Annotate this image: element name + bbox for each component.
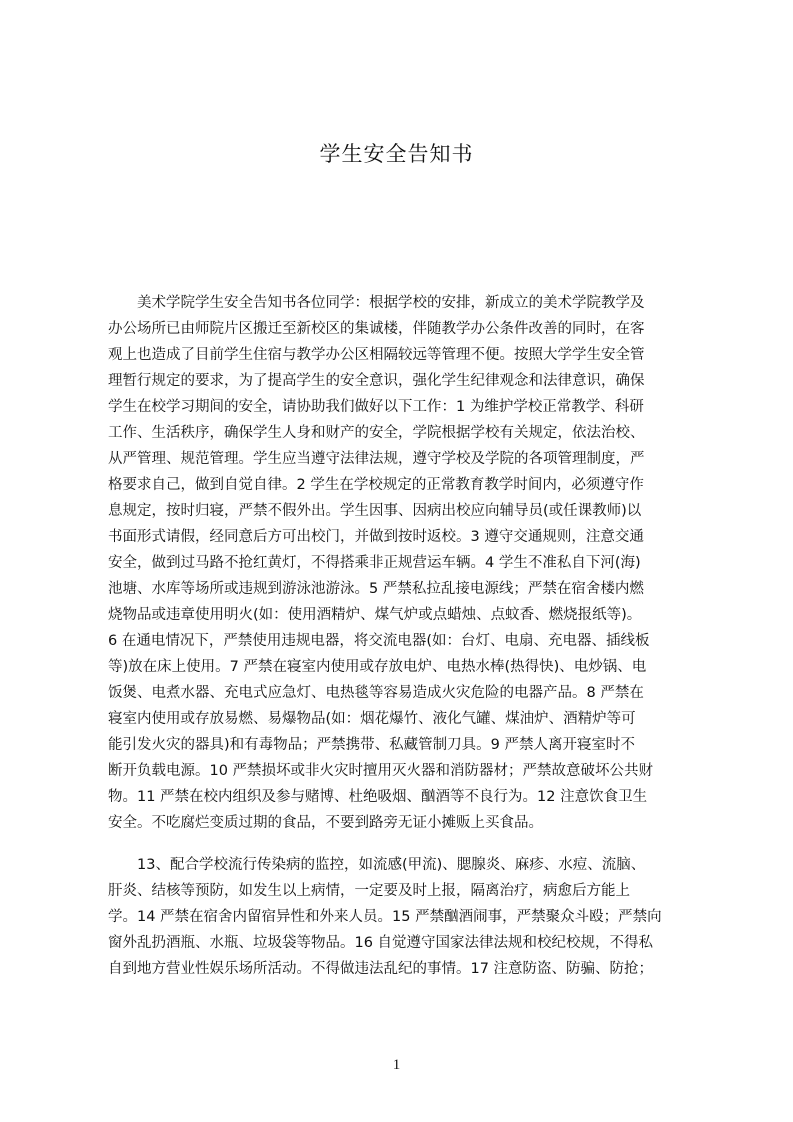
text-line: 等)放在床上使用。7 严禁在寝室内使用或存放电炉、电热水棒(热得快)、电炒锅、电 [108, 659, 647, 675]
text-line: 池塘、水库等场所或违规到游泳池游泳。5 严禁私拉乱接电源线；严禁在宿舍楼内燃 [108, 581, 644, 597]
text-line: 从严管理、规范管理。学生应当遵守法律法规，遵守学校及学院的各项管理制度，严 [108, 451, 645, 467]
text-line: 能引发火灾的器具)和有毒物品；严禁携带、私藏管制刀具。9 严禁人离开寝室时不 [108, 737, 635, 753]
text-line: 肝炎、结核等预防，如发生以上病情，一定要及时上报，隔离治疗，病愈后方能上 [108, 883, 630, 899]
text-line: 窗外乱扔酒瓶、水瓶、垃圾袋等物品。16 自觉遵守国家法律法规和校纪校规，不得私 [108, 935, 654, 951]
paragraph-1 [108, 290, 698, 836]
text-line: 美术学院学生安全告知书各位同学：根据学校的安排，新成立的美术学院教学及 [137, 295, 645, 311]
document-title: 学生安全告知书 [319, 142, 474, 166]
text-line: 13、配合学校流行传染病的监控，如流感(甲流)、腮腺炎、麻疹、水痘、流脑、 [137, 857, 646, 873]
text-line: 安全。不吃腐烂变质过期的食品，不要到路旁无证小摊贩上买食品。 [108, 815, 543, 831]
text-line: 物。11 严禁在校内组织及参与赌博、杜绝吸烟、酗酒等不良行为。12 注意饮食卫生 [108, 789, 648, 805]
text-line: 学。14 严禁在宿舍内留宿异性和外来人员。15 严禁酗酒闹事，严禁聚众斗殴；严禁向 [108, 909, 662, 925]
paragraph-2 [108, 852, 698, 982]
text-line: 6 在通电情况下，严禁使用违规电器，将交流电器(如：台灯、电扇、充电器、插线板 [108, 633, 650, 649]
text-line: 寝室内使用或存放易燃、易爆物品(如：烟花爆竹、液化气罐、煤油炉、酒精炉等可 [108, 711, 636, 727]
text-line: 理暂行规定的要求，为了提高学生的安全意识，强化学生纪律观念和法律意识，确保 [108, 373, 645, 389]
text-line: 观上也造成了目前学生住宿与教学办公区相隔较远等管理不便。按照大学学生安全管 [108, 347, 645, 363]
text-line: 自到地方营业性娱乐场所活动。不得做违法乱纪的事情。17 注意防盗、防骗、防抢； [108, 961, 654, 977]
text-line: 烧物品或违章使用明火(如：使用酒精炉、煤气炉或点蜡烛、点蚊香、燃烧报纸等)。 [108, 607, 642, 623]
text-line: 断开负载电源。10 严禁损坏或非火灾时擅用灭火器和消防器材；严禁故意破坏公共财 [108, 763, 654, 779]
text-line: 工作、生活秩序，确保学生人身和财产的安全，学院根据学校有关规定，依法治校、 [108, 425, 645, 441]
text-line: 息规定，按时归寝，严禁不假外出。学生因事、因病出校应向辅导员(或任课教师)以 [108, 503, 642, 519]
text-line: 格要求自己，做到自觉自律。2 学生在学校规定的正常教育教学时间内，必须遵守作 [108, 477, 644, 493]
text-line: 饭煲、电煮水器、充电式应急灯、电热毯等容易造成火灾危险的电器产品。8 严禁在 [108, 685, 644, 701]
page-number: 1 [392, 1057, 401, 1073]
text-line: 办公场所已由师院片区搬迁至新校区的集诚楼，伴随教学办公条件改善的同时，在客 [108, 321, 645, 337]
text-line: 书面形式请假，经同意后方可出校门，并做到按时返校。3 遵守交通规则，注意交通 [108, 529, 644, 545]
text-line: 安全，做到过马路不抢红黄灯，不得搭乘非正规营运车辆。4 学生不准私自下河(海) [108, 555, 641, 571]
text-line: 学生在校学习期间的安全，请协助我们做好以下工作：1 为维护学校正常教学、科研 [108, 399, 644, 415]
